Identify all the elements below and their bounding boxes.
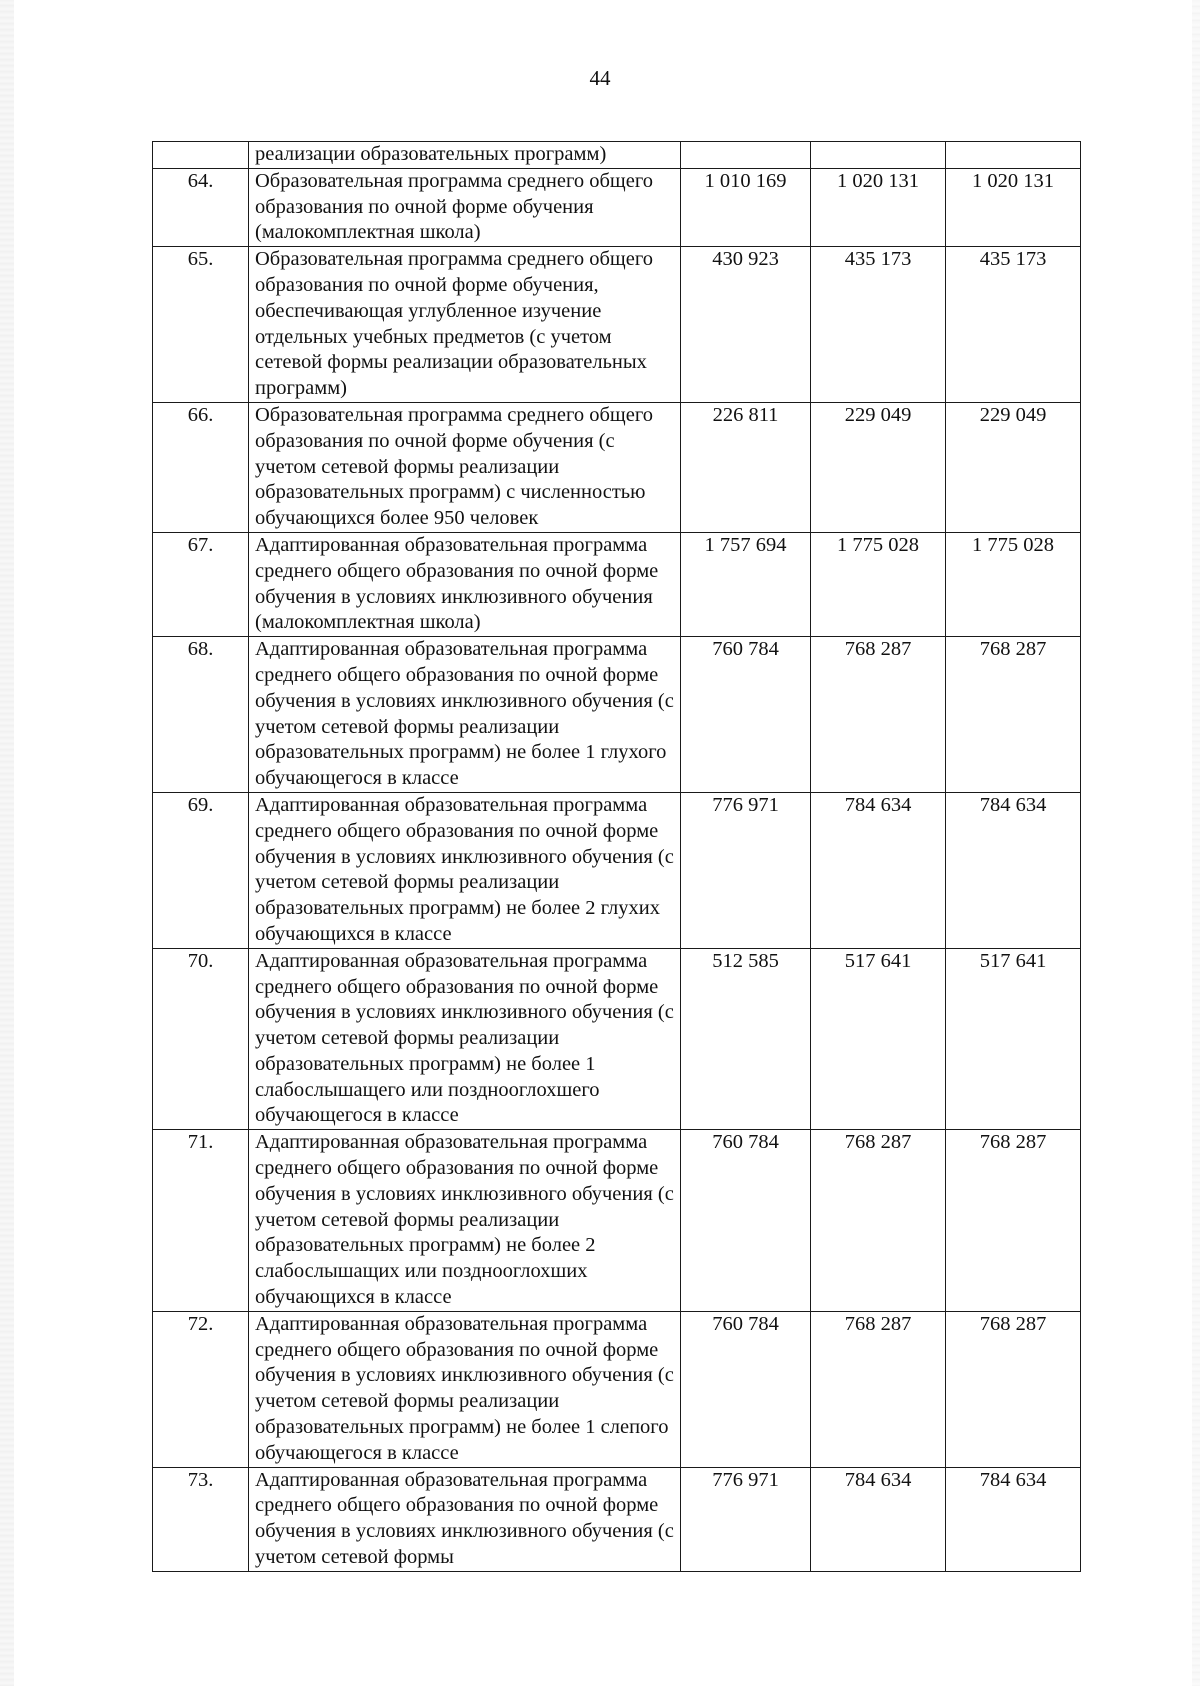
row-number-cell: 72. [153, 1311, 249, 1467]
value-cell-2: 768 287 [811, 637, 946, 793]
program-name-cell: Адаптированная образовательная программа среднего общего образования по очной форме обучения в условиях инклюзивного обучения (с учетом сетевой формы реализации образовательных программ) не более 2 слабослышащих или позднооглохших обучающихся в классе [249, 1130, 681, 1312]
row-number-cell: 70. [153, 948, 249, 1130]
row-number-cell: 71. [153, 1130, 249, 1312]
value-cell-2: 768 287 [811, 1130, 946, 1312]
value-cell-2: 784 634 [811, 1467, 946, 1571]
table-row [153, 1130, 1081, 1312]
row-number-cell: 68. [153, 637, 249, 793]
value-cell-1: 1 010 169 [681, 168, 811, 246]
value-cell-1: 430 923 [681, 247, 811, 403]
row-number-cell: 67. [153, 532, 249, 636]
value-cell-1: 760 784 [681, 1130, 811, 1312]
tariff-table [152, 141, 1081, 1572]
value-cell-1 [681, 142, 811, 169]
value-cell-1: 776 971 [681, 792, 811, 948]
table-row [153, 402, 1081, 532]
value-cell-2: 229 049 [811, 402, 946, 532]
scan-edge-right [1192, 0, 1200, 1686]
value-cell-1: 760 784 [681, 1311, 811, 1467]
row-number-cell: 64. [153, 168, 249, 246]
table-row-continuation [153, 142, 1081, 169]
table-row [153, 1467, 1081, 1571]
row-number-cell: 66. [153, 402, 249, 532]
row-number-cell: 69. [153, 792, 249, 948]
value-cell-3: 435 173 [946, 247, 1081, 403]
value-cell-3: 517 641 [946, 948, 1081, 1130]
value-cell-3: 784 634 [946, 1467, 1081, 1571]
value-cell-3: 768 287 [946, 637, 1081, 793]
value-cell-3: 229 049 [946, 402, 1081, 532]
table-row [153, 1311, 1081, 1467]
program-name-cell: Адаптированная образовательная программа среднего общего образования по очной форме обучения в условиях инклюзивного обучения (с учетом сетевой формы реализации образовательных программ) не более 2 глухих обучающихся в классе [249, 792, 681, 948]
program-name-cell: реализации образовательных программ) [249, 142, 681, 169]
program-name-cell: Адаптированная образовательная программа среднего общего образования по очной форме обучения в условиях инклюзивного обучения (с учетом сетевой формы реализации образовательных программ) не более 1 слабослышащего или позднооглохшего обучающегося в классе [249, 948, 681, 1130]
program-name-cell: Адаптированная образовательная программа среднего общего образования по очной форме обучения в условиях инклюзивного обучения (с учетом сетевой формы реализации образовательных программ) не более 1 слепого обучающегося в классе [249, 1311, 681, 1467]
value-cell-1: 226 811 [681, 402, 811, 532]
value-cell-2: 784 634 [811, 792, 946, 948]
value-cell-2 [811, 142, 946, 169]
value-cell-3 [946, 142, 1081, 169]
value-cell-2: 1 775 028 [811, 532, 946, 636]
value-cell-3: 1 020 131 [946, 168, 1081, 246]
value-cell-2: 1 020 131 [811, 168, 946, 246]
table-row [153, 792, 1081, 948]
value-cell-2: 435 173 [811, 247, 946, 403]
row-number-cell: 73. [153, 1467, 249, 1571]
table-row [153, 247, 1081, 403]
value-cell-2: 768 287 [811, 1311, 946, 1467]
value-cell-1: 760 784 [681, 637, 811, 793]
row-number-cell: 65. [153, 247, 249, 403]
table-row [153, 168, 1081, 246]
page-number: 44 [589, 66, 611, 90]
value-cell-1: 776 971 [681, 1467, 811, 1571]
value-cell-2: 517 641 [811, 948, 946, 1130]
value-cell-1: 1 757 694 [681, 532, 811, 636]
value-cell-3: 768 287 [946, 1130, 1081, 1312]
program-name-cell: Адаптированная образовательная программа среднего общего образования по очной форме обучения в условиях инклюзивного обучения (с учетом сетевой формы реализации образовательных программ) не более 1 глухого обучающегося в классе [249, 637, 681, 793]
table-body [153, 142, 1081, 1572]
value-cell-3: 768 287 [946, 1311, 1081, 1467]
table-row [153, 532, 1081, 636]
program-name-cell: Образовательная программа среднего общего образования по очной форме обучения, обеспечивающая углубленное изучение отдельных учебных предметов (с учетом сетевой формы реализации образовательных программ) [249, 247, 681, 403]
value-cell-3: 784 634 [946, 792, 1081, 948]
table-row [153, 948, 1081, 1130]
table-row [153, 637, 1081, 793]
program-name-cell: Образовательная программа среднего общего образования по очной форме обучения (малокомплектная школа) [249, 168, 681, 246]
scan-edge-left [0, 0, 14, 1686]
program-name-cell: Адаптированная образовательная программа среднего общего образования по очной форме обучения в условиях инклюзивного обучения (с учетом сетевой формы [249, 1467, 681, 1571]
program-name-cell: Адаптированная образовательная программа среднего общего образования по очной форме обучения в условиях инклюзивного обучения (малокомплектная школа) [249, 532, 681, 636]
program-name-cell: Образовательная программа среднего общего образования по очной форме обучения (с учетом сетевой формы реализации образовательных программ) с численностью обучающихся более 950 человек [249, 402, 681, 532]
row-number-cell [153, 142, 249, 169]
value-cell-3: 1 775 028 [946, 532, 1081, 636]
value-cell-1: 512 585 [681, 948, 811, 1130]
